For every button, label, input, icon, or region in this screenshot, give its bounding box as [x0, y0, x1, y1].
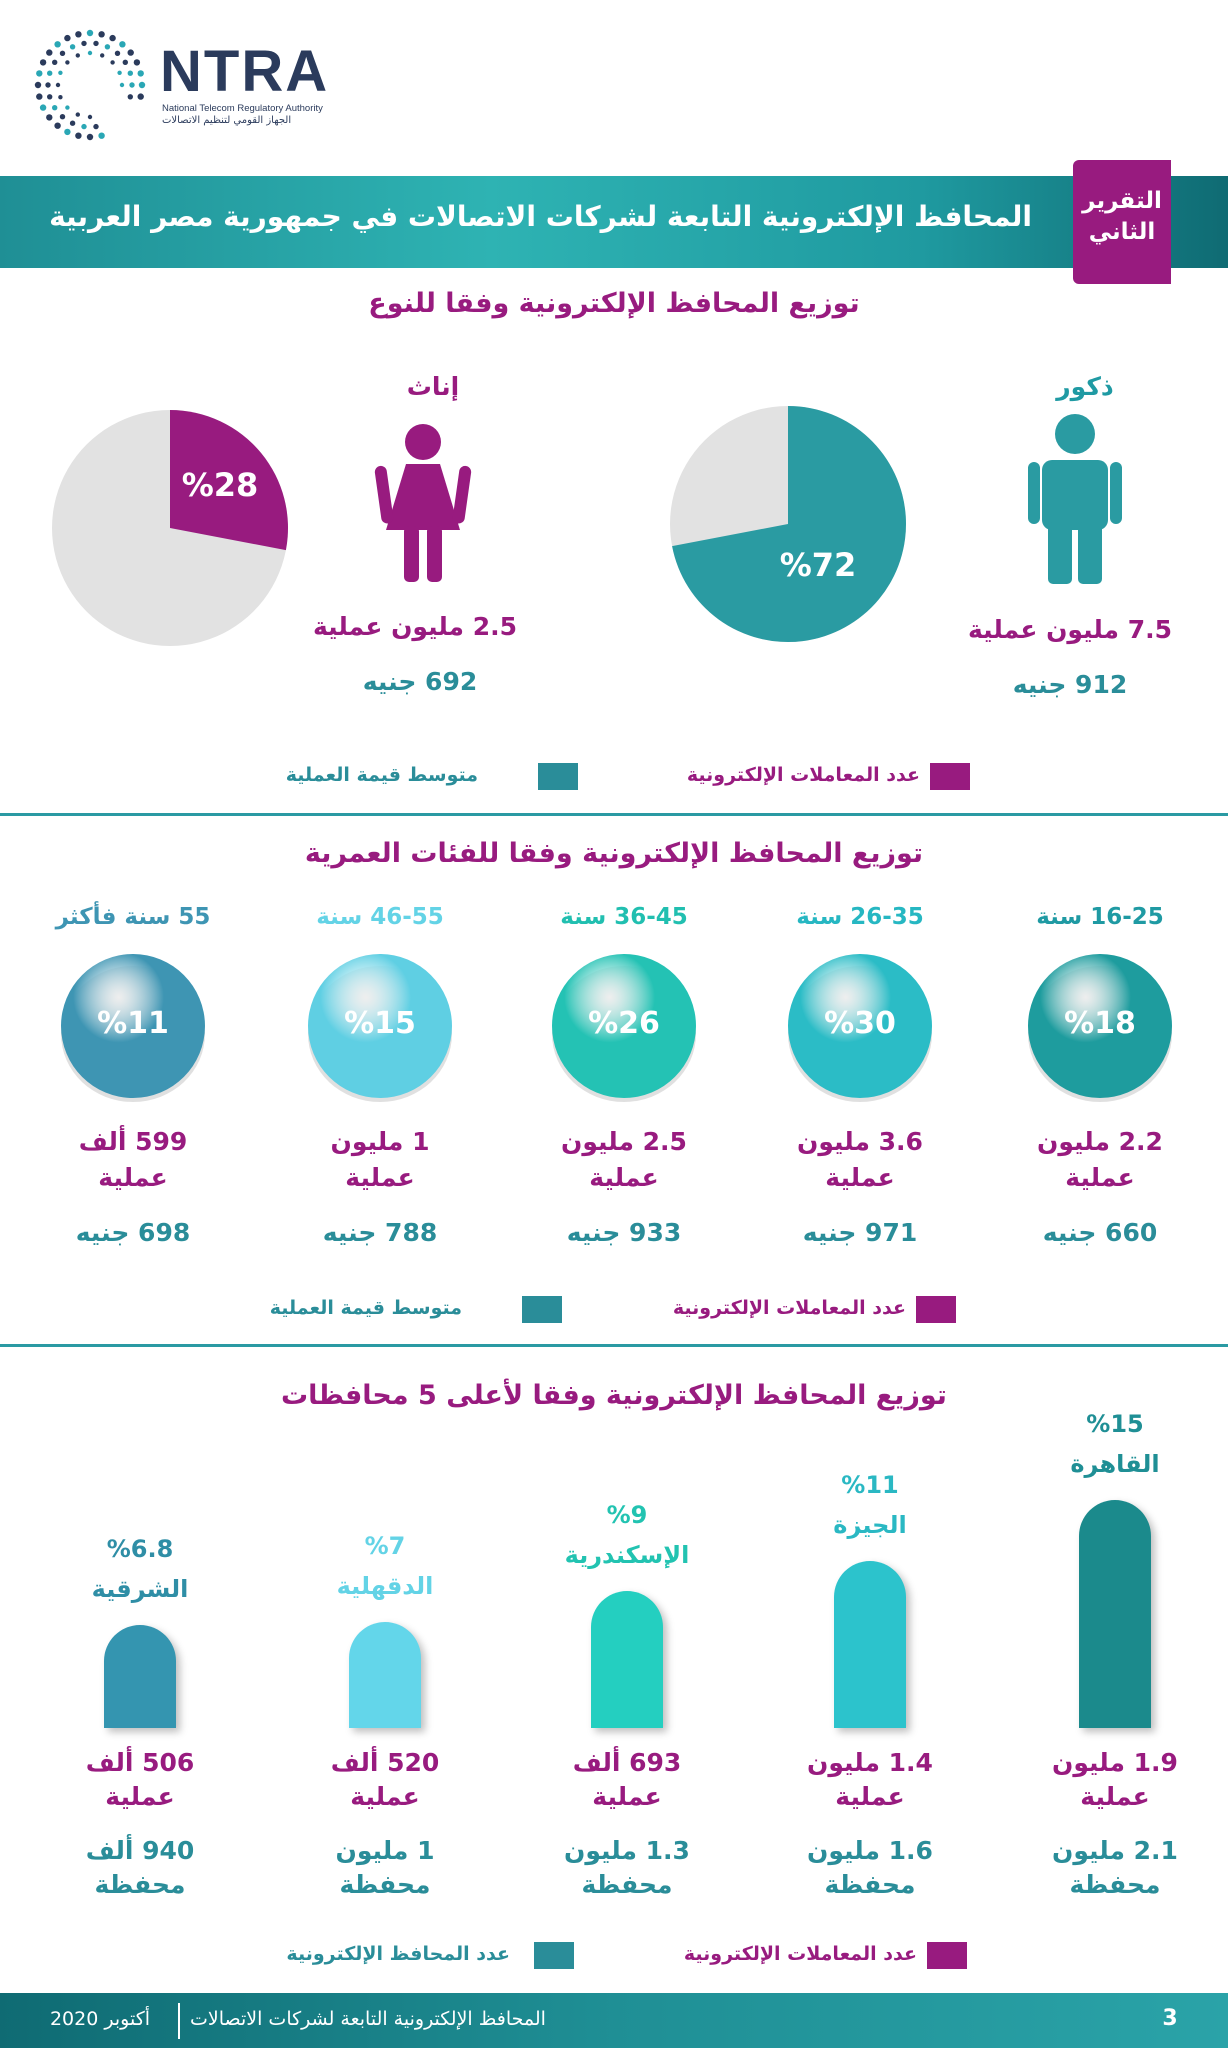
age-legend-average: متوسط قيمة العملية [269, 1297, 462, 1319]
governorate-transactions [40, 1746, 240, 1814]
age-group-transactions-value: 2.5 مليون [561, 1127, 687, 1156]
page-title: المحافظ الإلكترونية التابعة لشركات الاتصالات في جمهورية مصر العربية [49, 200, 1032, 233]
governorate-name: الإسكندرية [564, 1541, 690, 1570]
logo-english-name: National Telecom Regulatory Authority [162, 103, 323, 114]
footer-date: أكتوبر 2020 [49, 2008, 151, 2030]
male-pie-pct: %72 [779, 546, 857, 584]
age-section-title: توزيع المحافظ الإلكترونية وفقا للفئات العمرية [304, 838, 924, 869]
governorate-transactions-value: 1.9 مليون [1052, 1748, 1178, 1777]
governorate-wallets-value: 1 مليون [335, 1836, 435, 1865]
female-pie-chart [50, 408, 290, 648]
governorate-bar [104, 1625, 176, 1728]
governorate-name: الجيزة [833, 1510, 907, 1539]
age-group-average: 933 جنيه [566, 1218, 682, 1247]
governorate-pct: %6.8 [106, 1534, 174, 1563]
gov-legend-swatch-transactions [927, 1942, 967, 1969]
legend-swatch-average [538, 763, 578, 790]
governorate-name: الدقهلية [336, 1571, 434, 1600]
governorate-transactions-value: 506 ألف [85, 1748, 195, 1777]
age-group-label: 36-45 سنة [560, 904, 688, 930]
governorate-pct: %15 [1086, 1410, 1144, 1438]
governorate-transactions [527, 1746, 727, 1814]
governorate-wallets-value: 1.3 مليون [564, 1836, 690, 1865]
governorate-transactions-unit: عملية [105, 1782, 175, 1811]
age-group-label: 26-35 سنة [796, 904, 924, 930]
legend-average: متوسط قيمة العملية [285, 764, 478, 786]
governorate-transactions-unit: عملية [592, 1782, 662, 1811]
governorate-bar [834, 1561, 906, 1728]
age-group-pct: %15 [344, 1006, 416, 1041]
age-group-transactions [1000, 1124, 1200, 1196]
age-group-label: 55 سنة فأكثر [55, 904, 211, 930]
age-legend-swatch-average [522, 1296, 562, 1323]
age-group-transactions [33, 1124, 233, 1196]
governorate-wallets [527, 1834, 727, 1902]
governorate-transactions [770, 1746, 970, 1814]
governorate-pct: %11 [841, 1470, 899, 1499]
footer-separator [178, 2003, 180, 2039]
age-group-transactions-value: 2.2 مليون [1037, 1127, 1163, 1156]
age-group-average: 788 جنيه [322, 1218, 438, 1247]
section-divider [0, 813, 1228, 816]
age-group-transactions [760, 1124, 960, 1196]
governorates-section-title: توزيع المحافظ الإلكترونية وفقا لأعلى 5 محافظات [281, 1380, 947, 1411]
age-legend-swatch-transactions [916, 1296, 956, 1323]
governorate-wallets [40, 1834, 240, 1902]
page-number: 3 [1162, 2006, 1178, 2031]
governorate-wallets-unit: محفظة [339, 1870, 431, 1899]
ntra-logo-emblem-icon [30, 25, 150, 145]
gov-legend-transactions: عدد المعاملات الإلكترونية [683, 1943, 917, 1965]
male-label: ذكور [1056, 372, 1114, 401]
age-group-transactions-unit: عملية [1065, 1163, 1135, 1192]
age-group-pct: %30 [824, 1006, 896, 1041]
female-average: 692 جنيه [362, 667, 478, 696]
age-group-pct: %18 [1064, 1006, 1136, 1041]
age-group-pct: %11 [97, 1006, 169, 1041]
gender-section-title: توزيع المحافظ الإلكترونية وفقا للنوع [368, 288, 860, 319]
governorate-transactions-unit: عملية [835, 1782, 905, 1811]
age-group-transactions [280, 1124, 480, 1196]
age-group-transactions-value: 599 ألف [78, 1127, 188, 1156]
governorate-wallets [285, 1834, 485, 1902]
governorate-pct: %9 [606, 1501, 648, 1530]
age-group-average: 698 جنيه [75, 1218, 191, 1247]
governorate-transactions-unit: عملية [350, 1782, 420, 1811]
governorate-wallets-value: 1.6 مليون [807, 1836, 933, 1865]
logo-wordmark: NTRA [160, 39, 330, 104]
legend-swatch-transactions [930, 763, 970, 790]
age-group-transactions-value: 3.6 مليون [797, 1127, 923, 1156]
governorate-name: الشرقية [91, 1574, 189, 1603]
governorate-wallets-unit: محفظة [94, 1870, 186, 1899]
governorate-bar [349, 1622, 421, 1728]
age-group-transactions-unit: عملية [98, 1163, 168, 1192]
male-transactions: 7.5 مليون عملية [967, 615, 1172, 644]
age-group-transactions-unit: عملية [345, 1163, 415, 1192]
governorate-transactions-value: 1.4 مليون [807, 1748, 933, 1777]
governorate-transactions [285, 1746, 485, 1814]
gov-legend-swatch-wallets [534, 1942, 574, 1969]
logo-arabic-name: الجهاز القومي لتنظيم الاتصالات [162, 115, 292, 126]
governorate-wallets-value: 940 ألف [85, 1836, 195, 1865]
governorate-wallets-unit: محفظة [581, 1870, 673, 1899]
governorate-transactions-unit: عملية [1080, 1782, 1150, 1811]
female-figure-icon [374, 422, 472, 582]
governorate-wallets-unit: محفظة [1069, 1870, 1161, 1899]
age-group-label: 46-55 سنة [316, 904, 444, 930]
gov-legend-wallets: عدد المحافظ الإلكترونية [286, 1943, 510, 1965]
age-group-average: 971 جنيه [802, 1218, 918, 1247]
age-group-transactions-unit: عملية [825, 1163, 895, 1192]
governorate-bar [591, 1591, 663, 1728]
section-divider-2 [0, 1344, 1228, 1347]
age-group-average: 660 جنيه [1042, 1218, 1158, 1247]
governorate-wallets [770, 1834, 970, 1902]
footer-title: المحافظ الإلكترونية التابعة لشركات الاتصالات [190, 2008, 546, 2030]
age-group-transactions [524, 1124, 724, 1196]
report-tag-label [1073, 186, 1171, 248]
governorate-wallets-unit: محفظة [824, 1870, 916, 1899]
governorate-transactions-value: 520 ألف [330, 1748, 440, 1777]
report-tag-line1: التقرير [1082, 188, 1162, 214]
governorate-name: القاهرة [1070, 1450, 1160, 1478]
age-group-pct: %26 [588, 1006, 660, 1041]
governorate-transactions [1015, 1746, 1215, 1814]
female-pie-pct: %28 [181, 466, 259, 504]
age-legend-transactions: عدد المعاملات الإلكترونية [672, 1297, 906, 1319]
male-pie-chart [668, 404, 908, 644]
age-group-transactions-value: 1 مليون [330, 1127, 430, 1156]
age-group-transactions-unit: عملية [589, 1163, 659, 1192]
male-figure-icon [1028, 412, 1122, 584]
governorate-bar [1079, 1500, 1151, 1728]
governorate-wallets [1015, 1834, 1215, 1902]
governorate-wallets-value: 2.1 مليون [1052, 1836, 1178, 1865]
governorate-transactions-value: 693 ألف [572, 1748, 682, 1777]
governorate-pct: %7 [364, 1531, 406, 1560]
age-group-label: 16-25 سنة [1036, 904, 1164, 930]
female-transactions: 2.5 مليون عملية [312, 612, 517, 641]
legend-transactions: عدد المعاملات الإلكترونية [686, 764, 920, 786]
report-tag-line2: الثاني [1088, 219, 1156, 245]
female-label: إناث [406, 372, 460, 401]
male-average: 912 جنيه [1012, 670, 1128, 699]
